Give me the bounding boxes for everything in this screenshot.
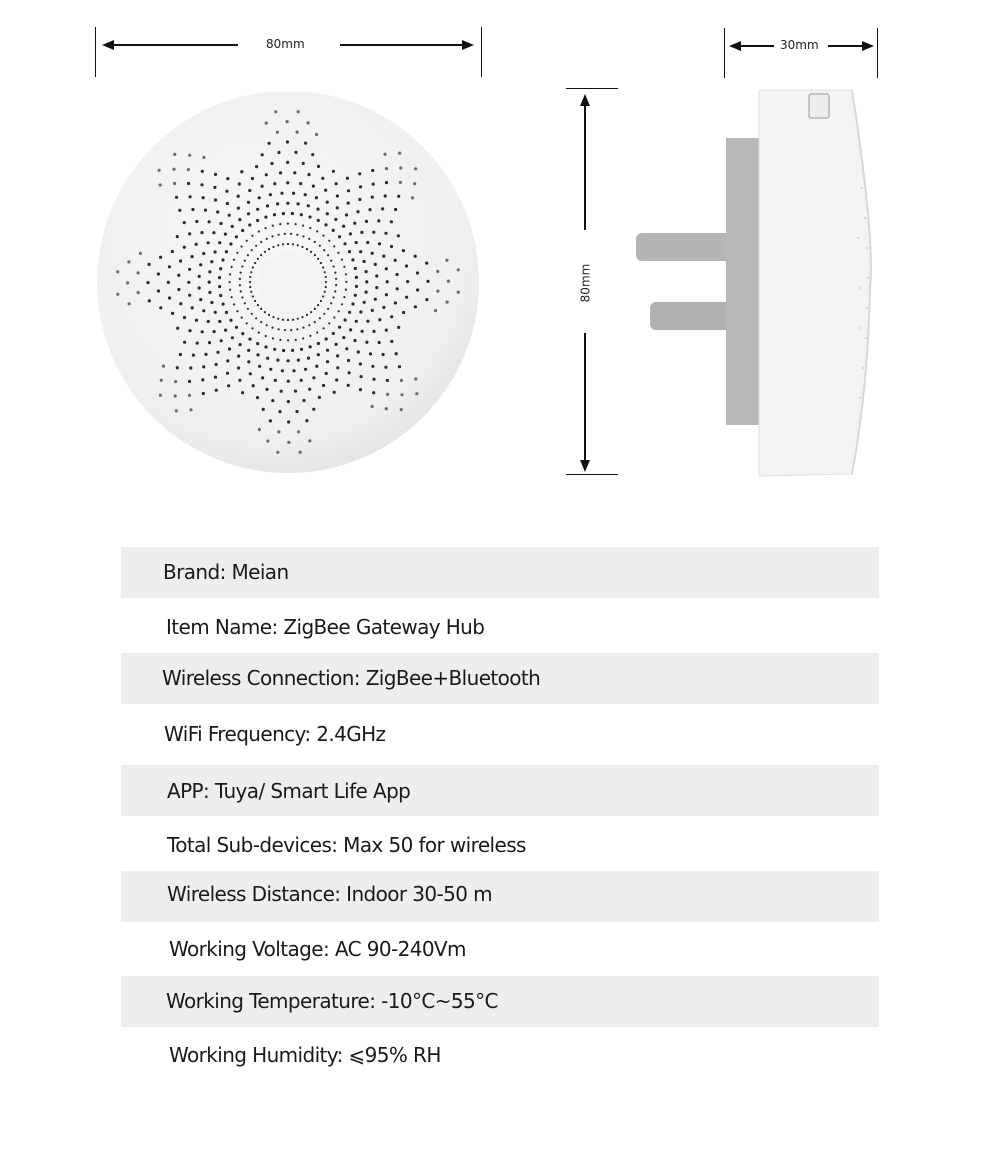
arrow-down-icon (579, 460, 591, 472)
arrow-right-icon (462, 39, 474, 51)
plug-prong-top (636, 233, 731, 261)
spec-wireless-connection: Wireless Connection: ZigBee+Bluetooth (162, 666, 541, 690)
spec-app: APP: Tuya/ Smart Life App (167, 779, 411, 803)
spec-row (121, 708, 879, 759)
depth-label: 30mm (780, 38, 819, 52)
height-label: 80mm (578, 263, 593, 303)
speaker-grille-icon (95, 92, 481, 478)
arrow-up-line (584, 100, 586, 230)
arrow-right-icon (862, 40, 874, 52)
spec-working-voltage: Working Voltage: AC 90-240Vm (169, 937, 466, 961)
spec-item-name: Item Name: ZigBee Gateway Hub (166, 615, 485, 639)
spec-row (121, 976, 879, 1027)
dimension-tick-right (877, 28, 878, 78)
spec-brand: Brand: Meian (163, 560, 289, 584)
arrow-left-icon (729, 40, 741, 52)
spec-row (121, 819, 879, 870)
spec-row (121, 871, 879, 922)
spec-row (121, 924, 879, 975)
plug-side-profile-icon (630, 88, 875, 480)
arrow-right-line (340, 44, 468, 46)
spec-row (121, 547, 879, 598)
dimension-tick-top (566, 88, 618, 89)
spec-row (121, 653, 879, 704)
hub-side-view (630, 88, 875, 480)
spec-row (121, 765, 879, 816)
arrow-up-icon (579, 94, 591, 106)
spec-working-humidity: Working Humidity: ⩽95% RH (169, 1043, 441, 1067)
spec-row (121, 1029, 879, 1080)
arrow-down-line (584, 333, 586, 463)
spec-wireless-distance: Wireless Distance: Indoor 30-50 m (167, 882, 493, 906)
width-label: 80mm (266, 37, 305, 51)
spec-total-sub-devices: Total Sub-devices: Max 50 for wireless (167, 833, 526, 857)
spec-row (121, 601, 879, 652)
spec-wifi-frequency: WiFi Frequency: 2.4GHz (164, 722, 386, 746)
dimension-tick-left (724, 28, 725, 78)
hub-front-view (95, 92, 481, 478)
arrow-left-icon (102, 39, 114, 51)
plug-prong-bottom (650, 302, 731, 330)
dimension-tick-bottom (566, 474, 618, 475)
arrow-left-line (108, 44, 238, 46)
dimension-tick-left (95, 27, 96, 77)
arrow-right-line (828, 45, 866, 47)
dimension-tick-right (481, 27, 482, 77)
spec-working-temperature: Working Temperature: -10°C~55°C (166, 989, 498, 1013)
